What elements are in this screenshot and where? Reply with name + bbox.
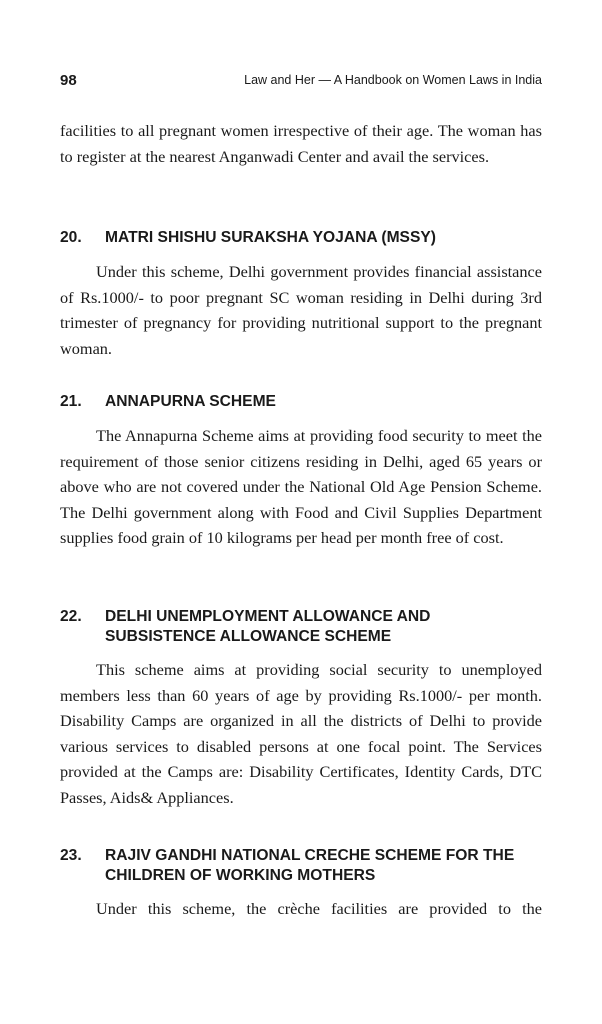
- section-number: 21.: [60, 393, 82, 410]
- section-23: [60, 846, 542, 922]
- section-number: 22.: [60, 608, 82, 625]
- section-title: DELHI UNEMPLOYMENT ALLOWANCE AND SUBSISTENCE ALLOWANCE SCHEME: [105, 608, 431, 645]
- intro-block: [60, 118, 542, 169]
- running-header: [60, 72, 542, 92]
- intro-paragraph: facilities to all pregnant women irrespective of their age. The woman has to register at the nearest Anganwadi Center and avail the services.: [60, 121, 542, 166]
- section-title: RAJIV GANDHI NATIONAL CRECHE SCHEME FOR THE CHILDREN OF WORKING MOTHERS: [105, 847, 515, 884]
- section-number: 20.: [60, 229, 82, 246]
- section-heading: [60, 846, 542, 886]
- section-heading: [60, 228, 542, 248]
- page-number: 98: [60, 72, 77, 89]
- section-paragraph: Under this scheme, the crèche facilities are provided to the: [96, 899, 542, 918]
- section-heading: [60, 607, 542, 647]
- section-number: 23.: [60, 847, 82, 864]
- section-22: [60, 607, 542, 810]
- section-title: ANNAPURNA SCHEME: [105, 393, 276, 410]
- section-title: MATRI SHISHU SURAKSHA YOJANA (MSSY): [105, 229, 436, 246]
- section-paragraph: Under this scheme, Delhi government provides financial assistance of Rs.1000/- to poor pregnant SC woman residing in Delhi during 3rd trimester of pregnancy for providing nutritional support to the pregnant woman.: [60, 262, 542, 358]
- section-21: [60, 392, 542, 551]
- section-paragraph: This scheme aims at providing social security to unemployed members less than 60 years of age by providing Rs.1000/- per month. Disability Camps are organized in all the districts of Delhi to provide various services to disabled persons at one focal point. The Services provided at the Camps are: Disability Certificates, Identity Cards, DTC Passes, Aids& Appliances.: [60, 660, 542, 807]
- running-title: Law and Her — A Handbook on Women Laws in India: [244, 73, 542, 87]
- section-heading: [60, 392, 542, 412]
- section-paragraph: The Annapurna Scheme aims at providing food security to meet the requirement of those senior citizens residing in Delhi, aged 65 years or above who are not covered under the National Old Age Pension Scheme. The Delhi government along with Food and Civil Supplies Department supplies food grain of 10 kilograms per head per month free of cost.: [60, 426, 542, 547]
- section-20: [60, 228, 542, 361]
